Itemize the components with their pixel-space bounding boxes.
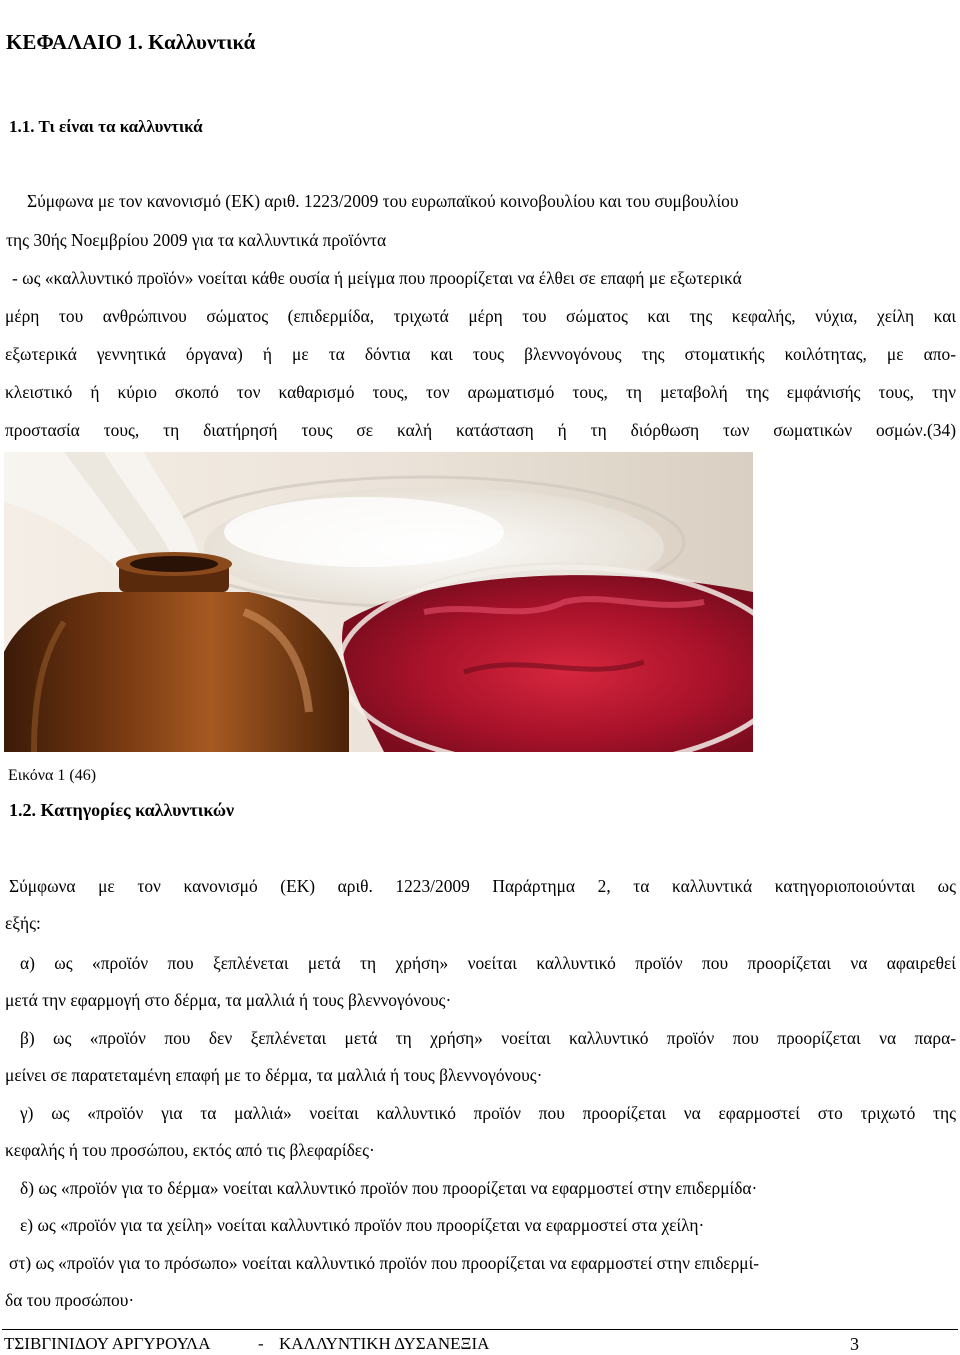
section-heading-1-2: 1.2. Κατηγορίες καλλυντικών — [9, 800, 235, 820]
list-item: μείνει σε παρατεταμένη επαφή με το δέρμα, τα μαλλιά ή τους βλεννογόνους· — [5, 1065, 543, 1085]
list-item: δ) ως «προϊόν για το δέρμα» νοείται καλλυντικό προϊόν που προορίζεται να εφαρμοστεί στην επιδερμίδα· — [20, 1178, 758, 1198]
footer-author: ΤΣΙΒΓΙΝΙΔΟΥ ΑΡΓΥΡΟΥΛΑ — [4, 1334, 211, 1353]
list-item: ε) ως «προϊόν για τα χείλη» νοείται καλλυντικό προϊόν που προορίζεται να εφαρμοστεί στα χείλη· — [20, 1215, 705, 1235]
page-number: 3 — [850, 1334, 859, 1354]
list-item: μετά την εφαρμογή στο δέρμα, τα μαλλιά ή τους βλεννογόνους· — [5, 990, 452, 1010]
list-item: κεφαλής ή του προσώπου, εκτός από τις βλεφαρίδες· — [5, 1140, 375, 1160]
chapter-title: ΚΕΦΑΛΑΙΟ 1. Καλλυντικά — [6, 30, 256, 54]
list-item: γ) ως «προϊόν για τα μαλλιά» νοείται καλλυντικό προϊόν που προορίζεται να εφαρμοστεί στο τριχωτό της — [20, 1103, 956, 1123]
paragraph-line: της 30ής Νοεμβρίου 2009 για τα καλλυντικά προϊόντα — [6, 230, 387, 250]
list-item: β) ως «προϊόν που δεν ξεπλένεται μετά τη χρήση» νοείται καλλυντικό προϊόν που προορίζεται να παρα- — [20, 1028, 956, 1048]
paragraph-line: εξωτερικά γεννητικά όργανα) ή με τα δόντια και τους βλεννογόνους της στοματικής κοιλότητας, με απο- — [5, 344, 956, 364]
paragraph-line: μέρη του ανθρώπινου σώματος (επιδερμίδα, τριχωτά μέρη του σώματος και της κεφαλής, νύχια, χείλη και — [5, 306, 956, 326]
paragraph-line: προστασία τους, τη διατήρησή τους σε καλή κατάσταση ή τη διόρθωση των σωματικών οσμών.(34) — [5, 420, 956, 440]
paragraph-line: εξής: — [5, 913, 41, 933]
section-heading-1-1: 1.1. Τι είναι τα καλλυντικά — [9, 117, 203, 136]
list-item: στ) ως «προϊόν για το πρόσωπο» νοείται καλλυντικό προϊόν που προορίζεται να εφαρμοστεί στην επιδερμί- — [9, 1253, 760, 1273]
list-item: δα του προσώπου· — [5, 1290, 135, 1310]
list-item: α) ως «προϊόν που ξεπλένεται μετά τη χρήση» νοείται καλλυντικό προϊόν που προορίζεται να αφαιρεθεί — [20, 953, 956, 973]
footer-divider — [2, 1329, 958, 1330]
footer-thesis-title: ΚΑΛΛΥΝΤΙΚΗ ΔΥΣΑΝΕΞΙΑ — [279, 1334, 490, 1353]
paragraph-line: κλειστικό ή κύριο σκοπό τον καθαρισμό τους, τον αρωματισμό τους, τη μεταβολή της εμφάνισής τους, την — [5, 382, 956, 402]
paragraph-line: Σύμφωνα με τον κανονισμό (ΕΚ) αριθ. 1223/2009 Παράρτημα 2, τα καλλυντικά κατηγοριοποιούνται ως — [9, 876, 956, 896]
cosmetics-photo — [4, 452, 753, 752]
paragraph-line: - ως «καλλυντικό προϊόν» νοείται κάθε ουσία ή μείγμα που προορίζεται να έλθει σε επαφή με εξωτερικά — [12, 268, 742, 288]
footer-separator: - — [258, 1334, 264, 1353]
paragraph-line: Σύμφωνα με τον κανονισμό (ΕΚ) αριθ. 1223/2009 του ευρωπαϊκού κοινοβουλίου και του συμβουλίου — [27, 191, 739, 211]
figure-caption: Εικόνα 1 (46) — [8, 767, 97, 784]
